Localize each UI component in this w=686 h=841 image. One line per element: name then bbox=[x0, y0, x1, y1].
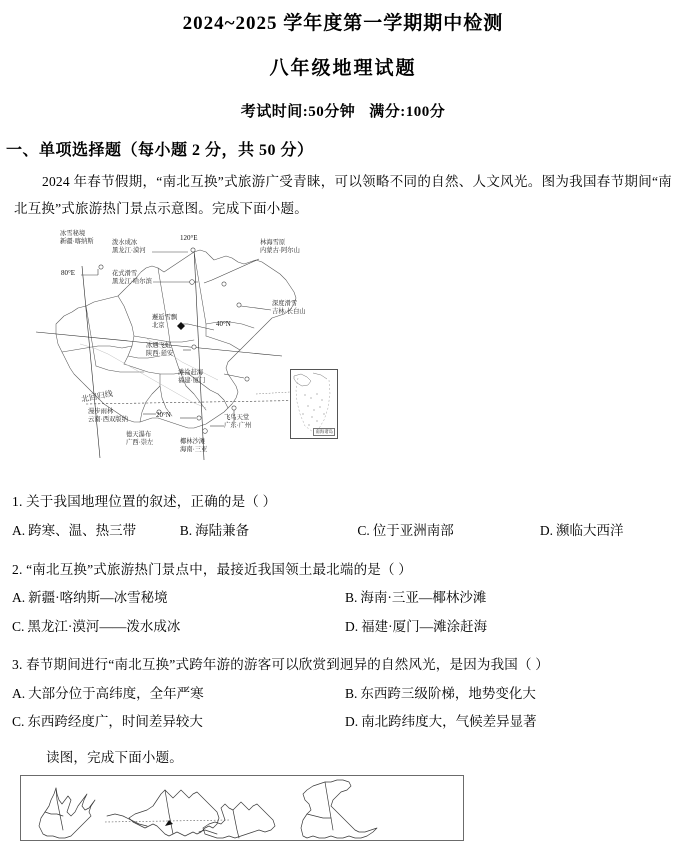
option-text: 东西跨经度广，时间差异较大 bbox=[27, 713, 203, 729]
option-d[interactable] bbox=[345, 708, 678, 736]
options-grid bbox=[12, 584, 678, 641]
option-d[interactable] bbox=[345, 613, 678, 641]
inset-caption: 南海诸岛 bbox=[315, 429, 333, 434]
option-text: 海陆兼备 bbox=[195, 522, 250, 538]
option-a[interactable] bbox=[12, 680, 345, 708]
map-label-place: 福建·厦门 bbox=[178, 377, 206, 385]
option-label: B. bbox=[179, 522, 193, 538]
map-label-title: 德天瀑布 bbox=[126, 431, 152, 438]
option-label: A. bbox=[12, 590, 26, 606]
map-label-title: 滩涂赶海 bbox=[178, 369, 204, 376]
map-label-title: 邂逅雪飘 bbox=[152, 314, 178, 321]
option-text: 东西跨三级阶梯，地势变化大 bbox=[360, 685, 536, 701]
map-label-xishuangbanna bbox=[88, 408, 128, 424]
option-d[interactable] bbox=[540, 517, 678, 544]
question-2 bbox=[8, 557, 678, 641]
option-b[interactable] bbox=[345, 584, 678, 612]
map-label-title: 泼水成冰 bbox=[112, 239, 138, 246]
section-heading: 一、单项选择题（每小题 2 分，共 50 分） bbox=[6, 142, 314, 159]
map-label-place: 新疆·喀纳斯 bbox=[60, 238, 94, 246]
map-label-beijing bbox=[152, 314, 177, 330]
question-stem bbox=[12, 557, 678, 583]
map-label-yanan bbox=[146, 342, 173, 358]
option-label: B. bbox=[345, 590, 358, 606]
map-label-place: 广西·崇左 bbox=[126, 439, 154, 447]
options-row bbox=[12, 680, 678, 708]
province-outlines-figure bbox=[20, 775, 464, 841]
option-text: 大部分位于高纬度，全年严寒 bbox=[28, 685, 204, 701]
map-label-place: 云南·西双版纳 bbox=[88, 416, 128, 424]
option-label: A. bbox=[12, 522, 26, 538]
map-label-title: 漫步雨林 bbox=[88, 408, 114, 415]
option-label: A. bbox=[12, 685, 26, 701]
question-text: 春节期间进行“南北互换”式跨年游的游客可以欣赏到迥异的自然风光，是因为我国（ ） bbox=[26, 656, 549, 672]
map-label-title: 深度滑雪 bbox=[272, 300, 298, 307]
question-text: 关于我国地理位置的叙述，正确的是（ ） bbox=[26, 494, 277, 509]
option-a[interactable] bbox=[12, 517, 180, 544]
option-label: C. bbox=[12, 713, 25, 729]
province-outlines-svg bbox=[21, 776, 463, 840]
map-label-arshan bbox=[260, 239, 300, 255]
map-label-chongzuo bbox=[126, 431, 153, 447]
option-c[interactable] bbox=[12, 708, 345, 736]
map-label-place: 黑龙江·哈尔滨 bbox=[112, 278, 152, 286]
option-b[interactable] bbox=[345, 680, 678, 708]
option-label: B. bbox=[345, 685, 358, 701]
read-map-prompt: 读图，完成下面小题。 bbox=[46, 750, 183, 766]
coord-label-40n: 40°N bbox=[216, 320, 231, 328]
coord-label-120e: 120°E bbox=[180, 234, 198, 242]
option-text: 黑龙江·漠河——泼水成冰 bbox=[27, 618, 181, 634]
question-stem bbox=[12, 652, 678, 678]
map-label-kanas bbox=[60, 230, 94, 246]
exam-time: 考试时间:50分钟 bbox=[240, 104, 356, 120]
option-label: C. bbox=[357, 522, 370, 538]
question-number: 3. bbox=[12, 656, 23, 672]
map-label-harbin bbox=[112, 270, 152, 286]
question-1 bbox=[8, 489, 678, 544]
map-label-place: 陕西·延安 bbox=[146, 350, 174, 358]
coord-label-20n: 20°N bbox=[156, 411, 171, 419]
map-label-title: 花式滑雪 bbox=[112, 270, 138, 277]
option-b[interactable] bbox=[180, 517, 358, 544]
options-row bbox=[12, 613, 678, 641]
option-a[interactable] bbox=[12, 584, 345, 612]
option-label: D. bbox=[345, 618, 359, 634]
option-text: 海南·三亚—椰林沙滩 bbox=[360, 590, 487, 606]
question-stem bbox=[12, 489, 678, 515]
page-title: 2024~2025 学年度第一学期期中检测 bbox=[182, 13, 504, 34]
options-row bbox=[12, 708, 678, 736]
map-label-title: 冰雪秘境 bbox=[60, 230, 86, 237]
map-label-place: 海南·三亚 bbox=[180, 446, 208, 454]
question-number: 1. bbox=[12, 494, 23, 509]
options-row bbox=[12, 584, 678, 612]
map-label-changbaishan bbox=[272, 300, 306, 316]
question-3 bbox=[8, 652, 678, 736]
map-label-place: 黑龙江·漠河 bbox=[112, 247, 146, 255]
map-label-title: 林海雪原 bbox=[260, 239, 286, 246]
option-text: 福建·厦门—滩涂赶海 bbox=[361, 618, 488, 634]
map-label-place: 内蒙古·阿尔山 bbox=[260, 247, 300, 255]
page-subtitle: 八年级地理试题 bbox=[269, 57, 417, 79]
exam-page bbox=[0, 10, 686, 817]
option-label: C. bbox=[12, 618, 25, 634]
options-row bbox=[12, 517, 678, 544]
question-text: “南北互换”式旅游热门景点中，最接近我国领土最北端的是（ ） bbox=[26, 561, 412, 577]
options-grid bbox=[12, 680, 678, 737]
map-label-place: 广东·广州 bbox=[224, 422, 252, 430]
map-label-guangzhou bbox=[224, 414, 251, 430]
exam-full-score: 满分:100分 bbox=[369, 104, 446, 120]
option-label: D. bbox=[345, 713, 359, 729]
question-number: 2. bbox=[12, 561, 23, 577]
map-label-mohe bbox=[112, 239, 146, 255]
map-label-sanya bbox=[180, 438, 207, 454]
option-text: 濒临大西洋 bbox=[555, 522, 624, 538]
exam-meta bbox=[0, 100, 686, 121]
map-label-title: 椰林沙滩 bbox=[180, 438, 206, 445]
inset-svg bbox=[291, 370, 335, 436]
map-label-place: 吉林·长白山 bbox=[272, 308, 306, 316]
china-tourism-map bbox=[28, 228, 358, 473]
option-c[interactable] bbox=[357, 517, 540, 544]
coord-label-80e: 80°E bbox=[61, 269, 76, 277]
intro-paragraph: 2024 年春节假期，“南北互换”式旅游广受青睐，可以领略不同的自然、人文风光。图为我国春节期间“南北互换”式旅游热门景点示意图。完成下面小题。 bbox=[14, 174, 672, 216]
option-label: D. bbox=[539, 522, 553, 538]
option-text: 跨寒、温、热三带 bbox=[28, 522, 137, 538]
map-label-title: 飞鸟天堂 bbox=[224, 414, 250, 421]
option-text: 新疆·喀纳斯—冰雪秘境 bbox=[28, 590, 168, 606]
option-text: 位于亚洲南部 bbox=[372, 522, 454, 538]
map-label-place: 北京 bbox=[152, 322, 165, 330]
tropic-of-cancer-label: 北回归线 bbox=[80, 389, 114, 404]
map-label-title: 冰遇飞虹 bbox=[146, 342, 172, 349]
map-label-xiamen bbox=[178, 369, 205, 385]
option-c[interactable] bbox=[12, 613, 345, 641]
option-text: 南北跨纬度大，气候差异显著 bbox=[361, 713, 537, 729]
south-china-sea-inset bbox=[290, 369, 338, 439]
